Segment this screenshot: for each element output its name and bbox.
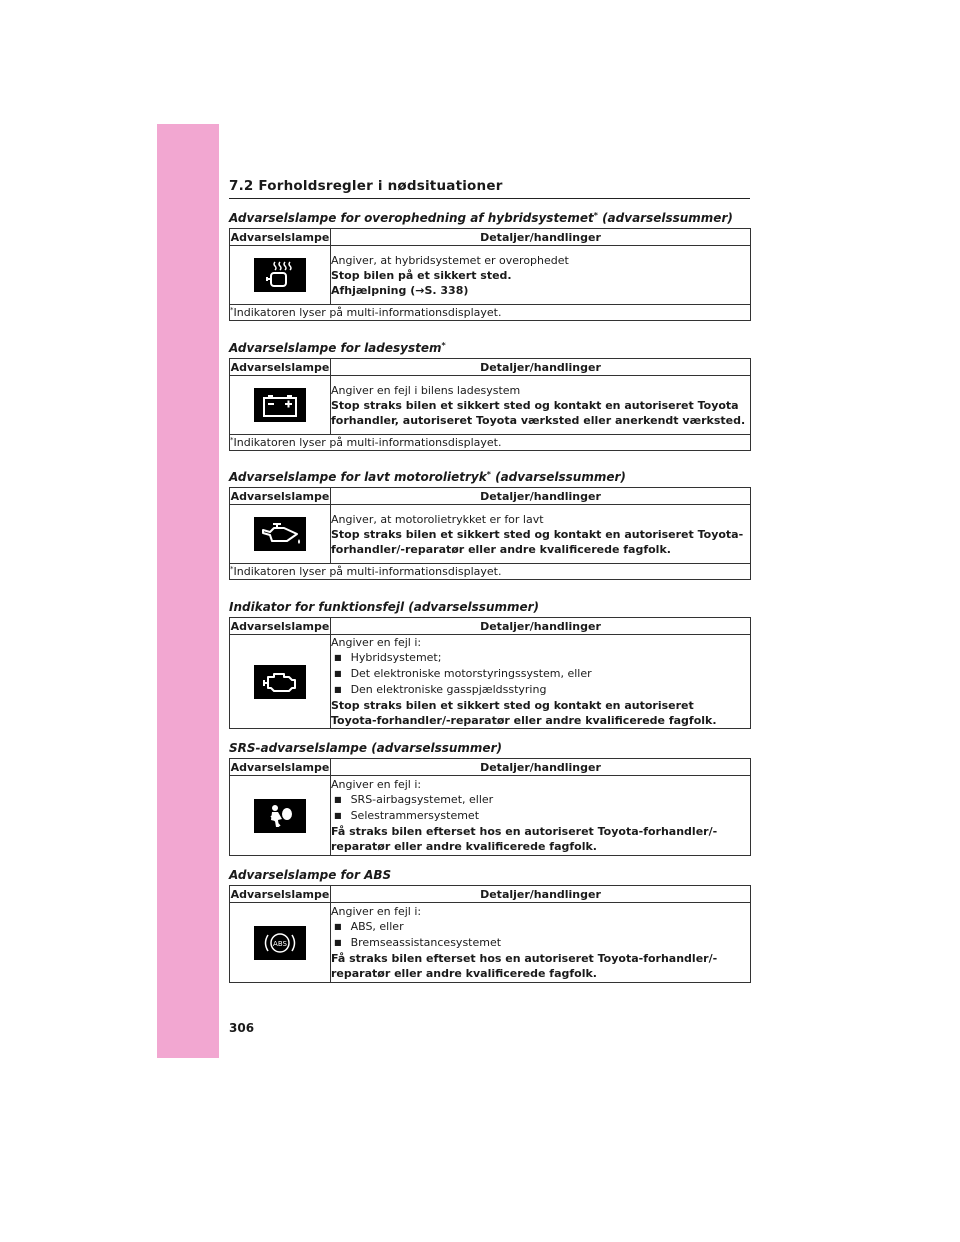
details-cell (331, 635, 751, 729)
detail-line: forhandler/-reparatør eller andre kvalificerede fagfolk. (331, 542, 671, 556)
warning-table (229, 487, 751, 580)
engine-check-icon (254, 665, 306, 699)
icon-cell (230, 246, 331, 305)
page-number: 306 (229, 1021, 255, 1035)
detail-line: reparatør eller andre kvalificerede fagfolk. (331, 967, 597, 980)
oil-can-icon (254, 517, 306, 551)
block-abs (229, 867, 751, 983)
detail-line: Få straks bilen efterset hos en autoriseret Toyota-forhandler/- (331, 825, 718, 838)
warning-table (229, 758, 751, 856)
column-header-details: Detaljer/handlinger (331, 759, 751, 776)
detail-line: Angiver en fejl i bilens ladesystem (331, 383, 521, 397)
bullet-item: ■ Hybridsystemet; (331, 650, 750, 666)
icon-cell (230, 776, 331, 856)
footnote: *Indikatoren lyser på multi-informationsdisplayet. (230, 564, 751, 580)
warning-table (229, 885, 751, 983)
details-cell (331, 903, 751, 983)
block-hybrid-overheat (229, 210, 751, 321)
detail-line: Angiver, at hybridsystemet er overophedet (331, 253, 569, 267)
detail-line: Angiver en fejl i: (331, 778, 422, 791)
column-header-details: Detaljer/handlinger (331, 359, 751, 376)
airbag-icon (254, 799, 306, 833)
bullet-item: ■ Den elektroniske gasspjældsstyring (331, 682, 750, 698)
details-cell (331, 776, 751, 856)
detail-line: Stop straks bilen et sikkert sted og kontakt en autoriseret (331, 699, 694, 712)
column-header-lamp: Advarselslampe (230, 619, 330, 633)
footnote: *Indikatoren lyser på multi-informationsdisplayet. (230, 305, 751, 321)
column-header-details: Detaljer/handlinger (331, 488, 751, 505)
column-header-lamp: Advarselslampe (230, 489, 330, 503)
block-charging-system (229, 340, 751, 451)
column-header-details: Detaljer/handlinger (331, 618, 751, 635)
details-cell (331, 246, 751, 305)
warning-table (229, 358, 751, 451)
icon-cell (230, 903, 331, 983)
detail-line: forhandler, autoriseret Toyota værksted eller anerkendt værksted. (331, 413, 746, 427)
footnote: *Indikatoren lyser på multi-informationsdisplayet. (230, 435, 751, 451)
detail-line: Angiver, at motorolietrykket er for lavt (331, 512, 544, 526)
detail-line: reparatør eller andre kvalificerede fagfolk. (331, 840, 597, 853)
column-header-lamp: Advarselslampe (230, 230, 330, 244)
hybrid-overheat-icon (254, 258, 306, 292)
detail-line: Stop straks bilen et sikkert sted og kontakt en autoriseret Toyota- (331, 527, 744, 541)
block-malfunction-indicator (229, 599, 751, 729)
details-cell (331, 505, 751, 564)
icon-cell (230, 635, 331, 729)
column-header-lamp: Advarselslampe (230, 887, 330, 901)
icon-cell (230, 505, 331, 564)
bullet-item: ■ Det elektroniske motorstyringssystem, eller (331, 666, 750, 682)
detail-line: Få straks bilen efterset hos en autoriseret Toyota-forhandler/- (331, 952, 718, 965)
bullet-item: ■ Selestrammersystemet (331, 808, 750, 824)
block-oil-pressure (229, 469, 751, 580)
detail-line: Angiver en fejl i: (331, 905, 422, 918)
abs-icon (254, 926, 306, 960)
block-title: Advarselslampe for ladesystem* (229, 341, 446, 355)
icon-cell (230, 376, 331, 435)
detail-line: Angiver en fejl i: (331, 636, 422, 649)
chapter-side-tab (157, 124, 219, 1058)
warning-table (229, 617, 751, 729)
block-title: SRS-advarselslampe (advarselssummer) (229, 741, 502, 755)
detail-line: Toyota-forhandler/-reparatør eller andre kvalificerede fagfolk. (331, 714, 717, 727)
column-header-details: Detaljer/handlinger (331, 886, 751, 903)
details-cell (331, 376, 751, 435)
bullet-item: ■ Bremseassistancesystemet (331, 935, 750, 951)
battery-icon (254, 388, 306, 422)
column-header-details: Detaljer/handlinger (331, 229, 751, 246)
column-header-lamp: Advarselslampe (230, 760, 330, 774)
block-srs (229, 740, 751, 856)
block-title: Advarselslampe for ABS (229, 868, 392, 882)
detail-line: Afhjælpning (→S. 338) (331, 283, 469, 297)
block-title: Advarselslampe for lavt motorolietryk* (advarselssummer) (229, 470, 626, 484)
warning-table (229, 228, 751, 321)
bullet-item: ■ SRS-airbagsystemet, eller (331, 792, 750, 808)
column-header-lamp: Advarselslampe (230, 360, 330, 374)
detail-line: Stop straks bilen et sikkert sted og kontakt en autoriseret Toyota (331, 398, 739, 412)
section-header: 7.2 Forholdsregler i nødsituationer (229, 178, 750, 199)
bullet-item: ■ ABS, eller (331, 919, 750, 935)
block-title: Advarselslampe for overophedning af hybridsystemet* (advarselssummer) (229, 211, 733, 225)
abs-icon-label: ABS (273, 939, 287, 948)
detail-line: Stop bilen på et sikkert sted. (331, 268, 512, 282)
block-title: Indikator for funktionsfejl (advarselssummer) (229, 600, 540, 614)
